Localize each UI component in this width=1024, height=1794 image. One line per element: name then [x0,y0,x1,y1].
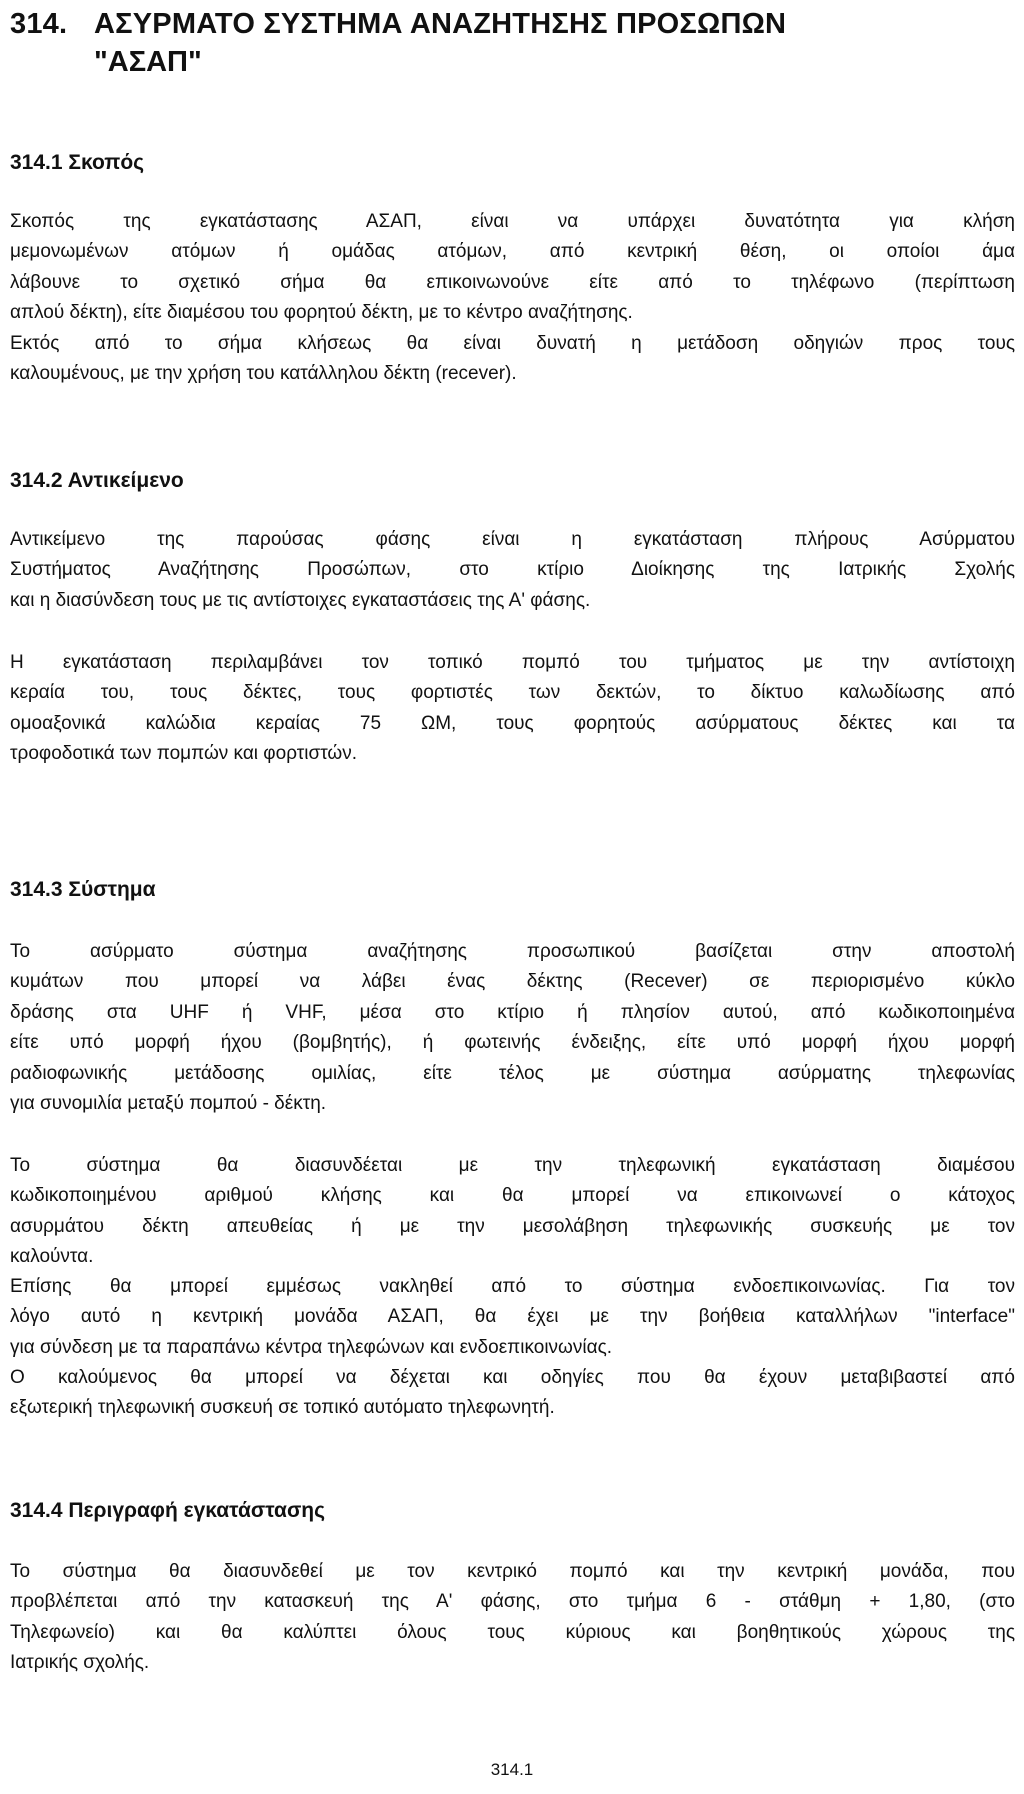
section-heading-314-1: 314.1 Σκοπός [10,151,145,174]
text-line: Σκοπός της εγκατάστασης ΑΣΑΠ, είναι να υπάρχει δυνατότητα για κλήση [10,211,1015,232]
text-line: καλουμένους, με την χρήση του κατάλληλου δέκτη (recever). [10,363,517,385]
text-line: Τηλεφωνείο) και θα καλύπτει όλους τους κύριους και βοηθητικούς χώρους της [10,1621,1015,1643]
text-line: Η εγκατάσταση περιλαμβάνει τον τοπικό πομπό του τμήματος με την αντίστοιχη [10,652,1015,673]
text-line: απλού δέκτη), είτε διαμέσου του φορητού δέκτη, με το κέντρο αναζήτησης. [10,302,633,324]
text-line: ραδιοφωνικής μετάδοσης ομιλίας, είτε τέλος με σύστημα ασύρματης τηλεφωνίας [10,1062,1015,1084]
text-line: Αντικείμενο της παρούσας φάσης είναι η εγκατάσταση πλήρους Ασύρματου [10,529,1015,550]
text-line: λάβουνε το σχετικό σήμα θα επικοινωνούνε είτε από το τηλέφωνο (περίπτωση [10,271,1015,293]
text-line: Το ασύρματο σύστημα αναζήτησης προσωπικού βασίζεται στην αποστολή [10,941,1015,962]
paragraph [10,329,1015,390]
paragraph [10,1557,1015,1679]
paragraph [10,525,1015,616]
text-line: Συστήματος Αναζήτησης Προσώπων, στο κτίριο Διοίκησης της Ιατρικής Σχολής [10,559,1015,581]
text-line: κεραία του, τους δέκτες, τους φορτιστές των δεκτών, το δίκτυο καλωδίωσης από [10,682,1015,704]
text-line: και η διασύνδεση τους με τις αντίστοιχες εγκαταστάσεις της Α' φάσης. [10,589,591,611]
text-line: τροφοδοτικά των πομπών και φορτιστών. [10,743,358,765]
page-number: 314.1 [490,1760,534,1779]
text-line: καλούντα. [10,1246,94,1268]
paragraph [10,648,1015,770]
paragraph [10,1151,1015,1273]
text-line: λόγο αυτό η κεντρική μονάδα ΑΣΑΠ, θα έχει με την βοήθεια καταλλήλων "interface" [10,1306,1015,1328]
text-line: Το σύστημα θα διασυνδέεται με την τηλεφωνική εγκατάσταση διαμέσου [10,1155,1015,1176]
text-line: δράσης στα UHF ή VHF, μέσα στο κτίριο ή πλησίον αυτού, από κωδικοποιημένα [10,1001,1015,1023]
chapter-title-abbreviation: "ΑΣΑΠ" [94,46,202,78]
text-line: Ιατρικής σχολής. [10,1652,150,1674]
text-line: είτε υπό μορφή ήχου (βομβητής), ή φωτεινής ένδειξης, είτε υπό μορφή ήχου μορφή [10,1032,1015,1054]
text-line: Εκτός από το σήμα κλήσεως θα είναι δυνατή η μετάδοση οδηγιών προς τους [10,333,1015,354]
text-line: ασυρμάτου δέκτη απευθείας ή με την μεσολάβηση τηλεφωνικής συσκευής με τον [10,1215,1015,1237]
paragraph [10,1272,1015,1363]
text-line: εξωτερική τηλεφωνική συσκευή σε τοπικό αυτόματο τηλεφωνητή. [10,1397,555,1419]
section-heading-314-3: 314.3 Σύστημα [10,878,156,901]
text-line: για σύνδεση με τα παραπάνω κέντρα τηλεφώνων και ενδοεπικοινωνίας. [10,1336,613,1358]
text-line: κυμάτων που μπορεί να λάβει ένας δέκτης (Recever) σε περιορισμένο κύκλο [10,971,1015,993]
paragraph [10,1363,1015,1424]
text-line: κωδικοποιημένου αριθμού κλήσης και θα μπορεί να επικοινωνεί ο κάτοχος [10,1185,1015,1207]
text-line: προβλέπεται από την κατασκευή της Α' φάσης, στο τμήμα 6 - στάθμη + 1,80, (στο [10,1591,1015,1613]
text-line: για συνομιλία μεταξύ πομπού - δέκτη. [10,1093,327,1115]
text-line: Ο καλούμενος θα μπορεί να δέχεται και οδηγίες που θα έχουν μεταβιβαστεί από [10,1367,1015,1388]
document-title [10,4,786,44]
text-line: Επίσης θα μπορεί εμμέσως νακληθεί από το σύστημα ενδοεπικοινωνίας. Για τον [10,1276,1015,1297]
text-line: μεμονωμένων ατόμων ή ομάδας ατόμων, από κεντρική θέση, οι οποίοι άμα [10,241,1015,263]
section-heading-314-2: 314.2 Αντικείμενο [10,469,184,492]
chapter-title: ΑΣΥΡΜΑΤΟ ΣΥΣΤΗΜΑ ΑΝΑΖΗΤΗΣΗΣ ΠΡΟΣΩΠΩΝ [94,8,787,40]
chapter-number: 314. [10,8,68,40]
text-line: ομοαξονικά καλώδια κεραίας 75 ΩΜ, τους φορητούς ασύρματους δέκτες και τα [10,712,1015,734]
paragraph [10,937,1015,1119]
text-line: Το σύστημα θα διασυνδεθεί με τον κεντρικό πομπό και την κεντρική μονάδα, που [10,1561,1015,1582]
section-heading-314-4: 314.4 Περιγραφή εγκατάστασης [10,1499,326,1522]
paragraph [10,207,1015,329]
